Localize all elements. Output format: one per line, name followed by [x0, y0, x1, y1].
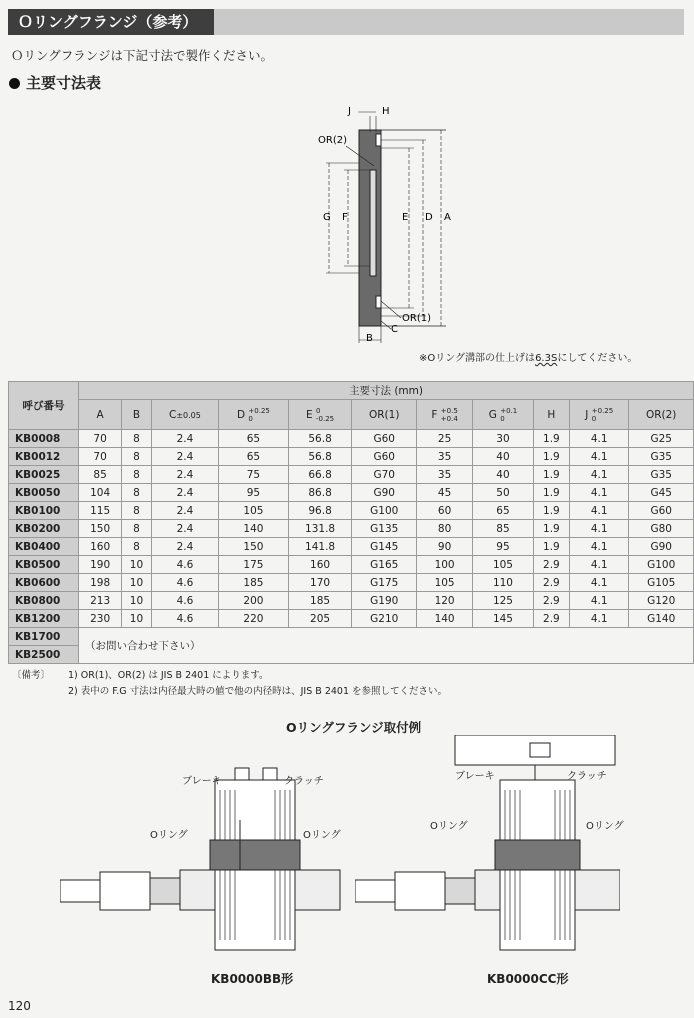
caption-cc: KB0000CC形 — [487, 972, 569, 986]
label-j: J — [348, 106, 351, 117]
table-cell: G80 — [629, 520, 694, 538]
brake-label-left: ブレーキ — [182, 776, 222, 787]
model-code: KB2500 — [9, 646, 79, 664]
table-cell: 4.1 — [570, 610, 629, 628]
table-cell: 175 — [219, 556, 289, 574]
remarks-label: 〔備考〕 — [12, 670, 51, 681]
table-cell: 4.1 — [570, 556, 629, 574]
table-cell: 80 — [416, 520, 472, 538]
table-row — [9, 592, 694, 610]
table-cell: 10 — [122, 610, 152, 628]
label-e: E — [402, 212, 409, 223]
table-cell: 105 — [219, 502, 289, 520]
table-cell: 4.1 — [570, 466, 629, 484]
table-cell: 56.8 — [288, 448, 352, 466]
table-cell: 35 — [416, 466, 472, 484]
table-cell: G165 — [352, 556, 417, 574]
table-corner: 呼び番号 — [9, 382, 79, 430]
col-or1: OR(1) — [352, 400, 417, 430]
table-cell: 4.1 — [570, 592, 629, 610]
model-code: KB0050 — [9, 484, 79, 502]
table-cell: 100 — [416, 556, 472, 574]
table-cell: 104 — [79, 484, 122, 502]
table-cell: 75 — [219, 466, 289, 484]
table-cell: 85 — [473, 520, 534, 538]
table-cell: 30 — [473, 430, 534, 448]
table-cell: 2.9 — [533, 574, 569, 592]
remark-1: 1) OR(1)、OR(2) は JIS B 2401 によります。 — [68, 670, 269, 681]
table-cell: 2.4 — [151, 448, 218, 466]
table-cell: 95 — [473, 538, 534, 556]
table-row — [9, 448, 694, 466]
table-cell: 8 — [122, 466, 152, 484]
table-cell: 141.8 — [288, 538, 352, 556]
model-code: KB0100 — [9, 502, 79, 520]
col-d: D +0.25 0 — [219, 400, 289, 430]
table-row — [9, 556, 694, 574]
table-cell: 8 — [122, 448, 152, 466]
table-row — [9, 574, 694, 592]
table-group-header: 主要寸法 (mm) — [79, 382, 694, 400]
table-cell: G190 — [352, 592, 417, 610]
col-e: E 0 -0.25 — [288, 400, 352, 430]
remarks — [12, 668, 447, 700]
table-cell: 1.9 — [533, 520, 569, 538]
table-cell: 4.1 — [570, 502, 629, 520]
table-cell: 105 — [473, 556, 534, 574]
table-cell: 105 — [416, 574, 472, 592]
clutch-label-right: クラッチ — [567, 771, 607, 782]
oring-label-left-2: Oリング — [303, 830, 341, 841]
table-cell: 10 — [122, 592, 152, 610]
table-cell: 185 — [288, 592, 352, 610]
table-cell: 4.6 — [151, 610, 218, 628]
table-cell: 50 — [473, 484, 534, 502]
table-cell: 40 — [473, 466, 534, 484]
table-cell: 2.9 — [533, 556, 569, 574]
table-row — [9, 484, 694, 502]
finish-mark: 6.3S — [535, 353, 558, 364]
table-cell: 8 — [122, 502, 152, 520]
table-cell: 2.4 — [151, 484, 218, 502]
label-or1: OR(1) — [402, 313, 431, 324]
table-cell: G105 — [629, 574, 694, 592]
model-code: KB0600 — [9, 574, 79, 592]
table-cell: 160 — [288, 556, 352, 574]
table-cell: 2.9 — [533, 610, 569, 628]
table-cell: 140 — [416, 610, 472, 628]
table-cell: 150 — [79, 520, 122, 538]
bullet-icon — [9, 78, 20, 89]
brake-label-right: ブレーキ — [455, 771, 495, 782]
table-cell: 8 — [122, 430, 152, 448]
oring-label-right-2: Oリング — [586, 821, 624, 832]
table-cell: 4.6 — [151, 556, 218, 574]
table-cell: 4.1 — [570, 574, 629, 592]
table-cell: 4.1 — [570, 484, 629, 502]
table-cell: 145 — [473, 610, 534, 628]
table-cell: 2.4 — [151, 520, 218, 538]
table-cell: 2.4 — [151, 430, 218, 448]
table-cell: 4.1 — [570, 430, 629, 448]
table-cell: 1.9 — [533, 484, 569, 502]
table-cell: 10 — [122, 574, 152, 592]
table-row — [9, 628, 694, 646]
table-cell: 90 — [416, 538, 472, 556]
table-cell: 125 — [473, 592, 534, 610]
table-cell: 1.9 — [533, 430, 569, 448]
table-cell: 1.9 — [533, 448, 569, 466]
col-b: B — [122, 400, 152, 430]
model-code: KB0025 — [9, 466, 79, 484]
col-f: F +0.5 +0.4 — [416, 400, 472, 430]
table-cell: 86.8 — [288, 484, 352, 502]
model-code: KB0008 — [9, 430, 79, 448]
table-cell: G210 — [352, 610, 417, 628]
table-cell: G45 — [629, 484, 694, 502]
table-cell: 160 — [79, 538, 122, 556]
table-cell: 1.9 — [533, 466, 569, 484]
table-cell: G25 — [629, 430, 694, 448]
table-cell: 8 — [122, 538, 152, 556]
section-title: 主要寸法表 — [26, 74, 102, 92]
table-cell: 65 — [473, 502, 534, 520]
table-cell: 70 — [79, 430, 122, 448]
table-cell: 4.1 — [570, 520, 629, 538]
example-title: Oリングフランジ取付例 — [286, 720, 422, 735]
table-cell: G175 — [352, 574, 417, 592]
table-cell: G70 — [352, 466, 417, 484]
table-cell: G35 — [629, 448, 694, 466]
table-cell: G60 — [352, 448, 417, 466]
clutch-label-left: クラッチ — [284, 776, 324, 787]
label-f: F — [342, 212, 348, 223]
table-cell: 131.8 — [288, 520, 352, 538]
table-cell: 200 — [219, 592, 289, 610]
table-cell: 1.9 — [533, 502, 569, 520]
table-cell: G145 — [352, 538, 417, 556]
label-b: B — [366, 333, 373, 344]
table-cell: 2.9 — [533, 592, 569, 610]
intro-text: Ｏリングフランジは下記寸法で製作ください。 — [11, 48, 273, 63]
table-row — [9, 610, 694, 628]
table-cell: G140 — [629, 610, 694, 628]
table-cell: G90 — [629, 538, 694, 556]
table-cell: 40 — [473, 448, 534, 466]
table-cell: 230 — [79, 610, 122, 628]
table-cell: 2.4 — [151, 466, 218, 484]
finish-note: ※Oリング溝部の仕上げは6.3Sにしてください。 — [419, 353, 638, 364]
table-cell: G90 — [352, 484, 417, 502]
table-cell: 190 — [79, 556, 122, 574]
table-cell: 2.4 — [151, 502, 218, 520]
table-row — [9, 538, 694, 556]
label-d: D — [425, 212, 433, 223]
table-cell: G35 — [629, 466, 694, 484]
table-cell: 140 — [219, 520, 289, 538]
table-cell: G120 — [629, 592, 694, 610]
model-code: KB1200 — [9, 610, 79, 628]
table-cell: 10 — [122, 556, 152, 574]
model-code: KB0400 — [9, 538, 79, 556]
table-cell: 56.8 — [288, 430, 352, 448]
dimension-table — [8, 381, 694, 664]
section-heading — [9, 72, 101, 93]
table-cell: 8 — [122, 520, 152, 538]
table-cell: 35 — [416, 448, 472, 466]
label-c: C — [391, 324, 398, 335]
table-cell: 120 — [416, 592, 472, 610]
table-row — [9, 520, 694, 538]
table-cell: 220 — [219, 610, 289, 628]
oring-label-right-1: Oリング — [430, 821, 468, 832]
table-cell: 213 — [79, 592, 122, 610]
col-h: H — [533, 400, 569, 430]
table-cell: 4.1 — [570, 448, 629, 466]
assembly-bb-illustration — [60, 760, 360, 970]
model-code: KB1700 — [9, 628, 79, 646]
table-cell: 85 — [79, 466, 122, 484]
table-cell: 66.8 — [288, 466, 352, 484]
table-cell: G100 — [352, 502, 417, 520]
table-cell: 65 — [219, 430, 289, 448]
page-number: 120 — [8, 999, 31, 1013]
model-code: KB0012 — [9, 448, 79, 466]
table-cell: G60 — [352, 430, 417, 448]
label-a: A — [444, 212, 451, 223]
table-cell: 205 — [288, 610, 352, 628]
table-cell: 95 — [219, 484, 289, 502]
label-or2: OR(2) — [318, 135, 347, 146]
table-cell: G60 — [629, 502, 694, 520]
table-cell: 185 — [219, 574, 289, 592]
col-g: G +0.1 0 — [473, 400, 534, 430]
table-cell: G135 — [352, 520, 417, 538]
table-cell: 4.1 — [570, 538, 629, 556]
flange-dimension-drawing — [296, 96, 496, 346]
table-cell: 25 — [416, 430, 472, 448]
page-title: Ｏリングフランジ（参考） — [8, 9, 214, 35]
table-cell: 60 — [416, 502, 472, 520]
table-row — [9, 502, 694, 520]
col-or2: OR(2) — [629, 400, 694, 430]
table-cell: 150 — [219, 538, 289, 556]
table-cell: 198 — [79, 574, 122, 592]
table-cell: 110 — [473, 574, 534, 592]
col-c: C±0.05 — [151, 400, 218, 430]
table-cell: 96.8 — [288, 502, 352, 520]
table-body — [9, 430, 694, 664]
label-h: H — [382, 106, 390, 117]
table-cell: 115 — [79, 502, 122, 520]
table-row — [9, 430, 694, 448]
table-cell: 8 — [122, 484, 152, 502]
table-cell: 45 — [416, 484, 472, 502]
model-code: KB0800 — [9, 592, 79, 610]
oring-label-left-1: Oリング — [150, 830, 188, 841]
table-cell: 70 — [79, 448, 122, 466]
table-cell: G100 — [629, 556, 694, 574]
remark-2: 2) 表中の F.G 寸法は内径最大時の値で他の内径時は、JIS B 2401 を参照してください。 — [68, 686, 448, 697]
model-code: KB0200 — [9, 520, 79, 538]
table-cell: 4.6 — [151, 592, 218, 610]
inquiry-note: （お問い合わせ下さい） — [79, 628, 694, 664]
table-cell: 170 — [288, 574, 352, 592]
table-cell: 65 — [219, 448, 289, 466]
model-code: KB0500 — [9, 556, 79, 574]
table-cell: 4.6 — [151, 574, 218, 592]
table-cell: 1.9 — [533, 538, 569, 556]
label-g: G — [323, 212, 331, 223]
table-row — [9, 466, 694, 484]
col-j: J +0.25 0 — [570, 400, 629, 430]
col-a: A — [79, 400, 122, 430]
caption-bb: KB0000BB形 — [211, 972, 294, 986]
table-cell: 2.4 — [151, 538, 218, 556]
